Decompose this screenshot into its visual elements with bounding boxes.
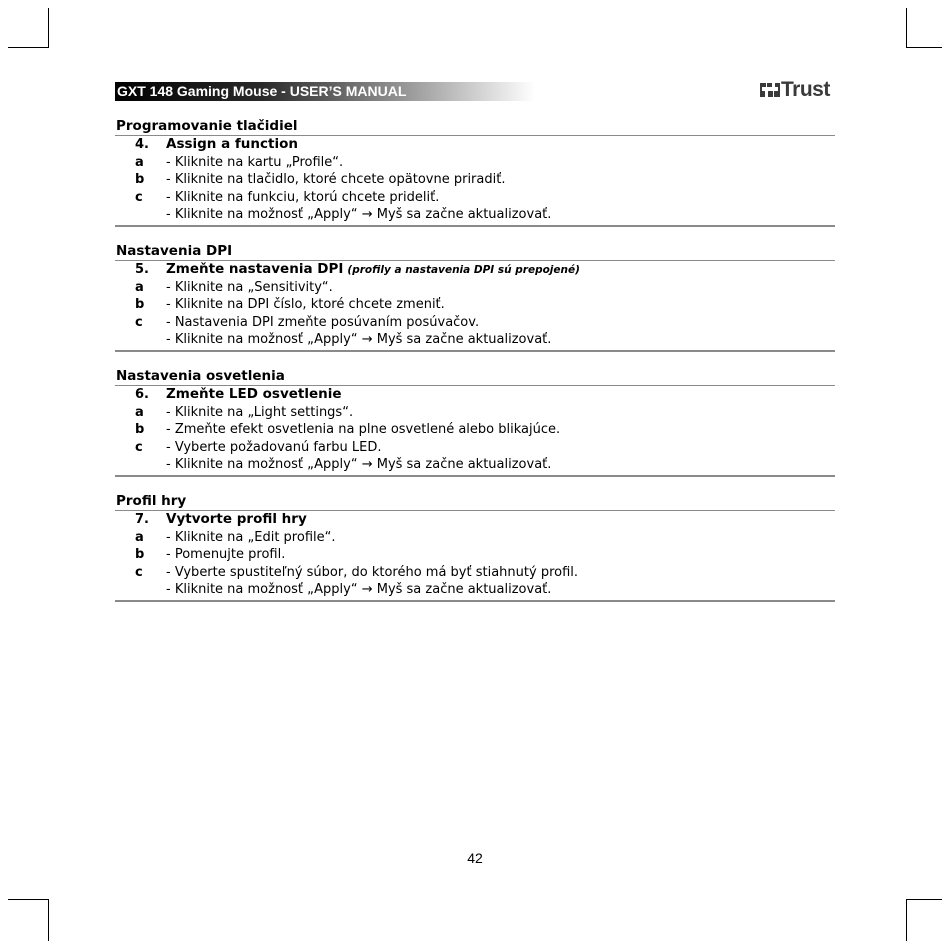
list-item [115,279,835,297]
item-label: a [135,279,144,295]
step-heading [115,511,835,529]
crop-mark [906,8,907,48]
item-text: - Kliknite na DPI číslo, ktoré chcete zmeniť. [166,297,445,313]
item-text: - Kliknite na kartu „Profile“. [166,154,344,170]
item-text: - Kliknite na možnosť „Apply“ → Myš sa začne aktualizovať. [166,207,552,223]
crop-mark [906,899,942,900]
list-item [115,421,835,439]
item-label: b [135,547,145,563]
list-item [115,456,835,474]
item-text: - Kliknite na „Edit profile“. [166,529,336,545]
item-text: - Vyberte spustiteľný súbor, do ktorého má byť stiahnutý profil. [166,564,579,580]
item-label: b [135,172,145,188]
list-item [115,189,835,207]
step-title: Zmeňte LED osvetlenie [166,386,342,402]
step-heading [115,386,835,404]
crop-mark [48,8,49,48]
item-label: a [135,404,144,420]
section-nastavenia-dpi [115,243,835,352]
section-divider [115,225,835,227]
item-label: c [135,189,143,205]
crop-mark [906,47,942,48]
trust-logo-text: Trust [781,78,830,101]
section-profil-hry [115,493,835,602]
section-programovanie [115,118,835,227]
item-text: - Kliknite na možnosť „Apply“ → Myš sa začne aktualizovať. [166,457,552,473]
item-text: - Kliknite na „Light settings“. [166,404,354,420]
item-text: - Kliknite na tlačidlo, ktoré chcete opätovne priradiť. [166,172,506,188]
step-number: 7. [135,512,149,527]
trust-logo-icon [760,80,780,100]
step-heading [115,261,835,279]
item-label: a [135,154,144,170]
step-title: Vytvorte profil hry [166,511,307,527]
item-label: b [135,297,145,313]
list-item [115,314,835,332]
list-item [115,296,835,314]
section-divider [115,475,835,477]
list-item [115,171,835,189]
item-label: a [135,529,144,545]
section-divider [115,350,835,352]
trust-logo [760,78,830,102]
step-heading [115,136,835,154]
crop-mark [48,899,49,941]
crop-mark [8,47,49,48]
section-title: Nastavenia DPI [115,243,835,261]
section-title: Nastavenia osvetlenia [115,368,835,386]
item-label: b [135,422,145,438]
item-text: - Kliknite na možnosť „Apply“ → Myš sa začne aktualizovať. [166,332,552,348]
list-item [115,331,835,349]
list-item [115,206,835,224]
step-title: Zmeňte nastavenia DPI [166,261,344,277]
item-label: c [135,314,143,330]
step-number: 5. [135,262,149,277]
crop-mark [8,899,49,900]
item-label: c [135,439,143,455]
list-item [115,581,835,599]
section-title: Programovanie tlačidiel [115,118,835,136]
list-item [115,404,835,422]
page-number: 42 [467,850,483,866]
step-note: (profily a nastavenia DPI sú prepojené) [347,264,580,276]
list-item [115,546,835,564]
section-divider [115,600,835,602]
manual-title: GXT 148 Gaming Mouse - USER’S MANUAL [117,83,407,99]
item-label: c [135,564,143,580]
list-item [115,439,835,457]
list-item [115,154,835,172]
item-text: - Zmeňte efekt osvetlenia na plne osvetlené alebo blikajúce. [166,422,561,438]
list-item [115,529,835,547]
step-number: 4. [135,137,149,152]
item-text: - Vyberte požadovanú farbu LED. [166,439,382,455]
step-number: 6. [135,387,149,402]
section-title: Profil hry [115,493,835,511]
item-text: - Pomenujte profil. [166,547,286,563]
list-item [115,564,835,582]
item-text: - Kliknite na „Sensitivity“. [166,279,333,295]
section-nastavenia-osvetlenia [115,368,835,477]
step-title: Assign a function [166,136,298,152]
crop-mark [906,899,907,941]
item-text: - Kliknite na možnosť „Apply“ → Myš sa začne aktualizovať. [166,582,552,598]
item-text: - Kliknite na funkciu, ktorú chcete prideliť. [166,189,440,205]
item-text: - Nastavenia DPI zmeňte posúvaním posúvačov. [166,314,480,330]
